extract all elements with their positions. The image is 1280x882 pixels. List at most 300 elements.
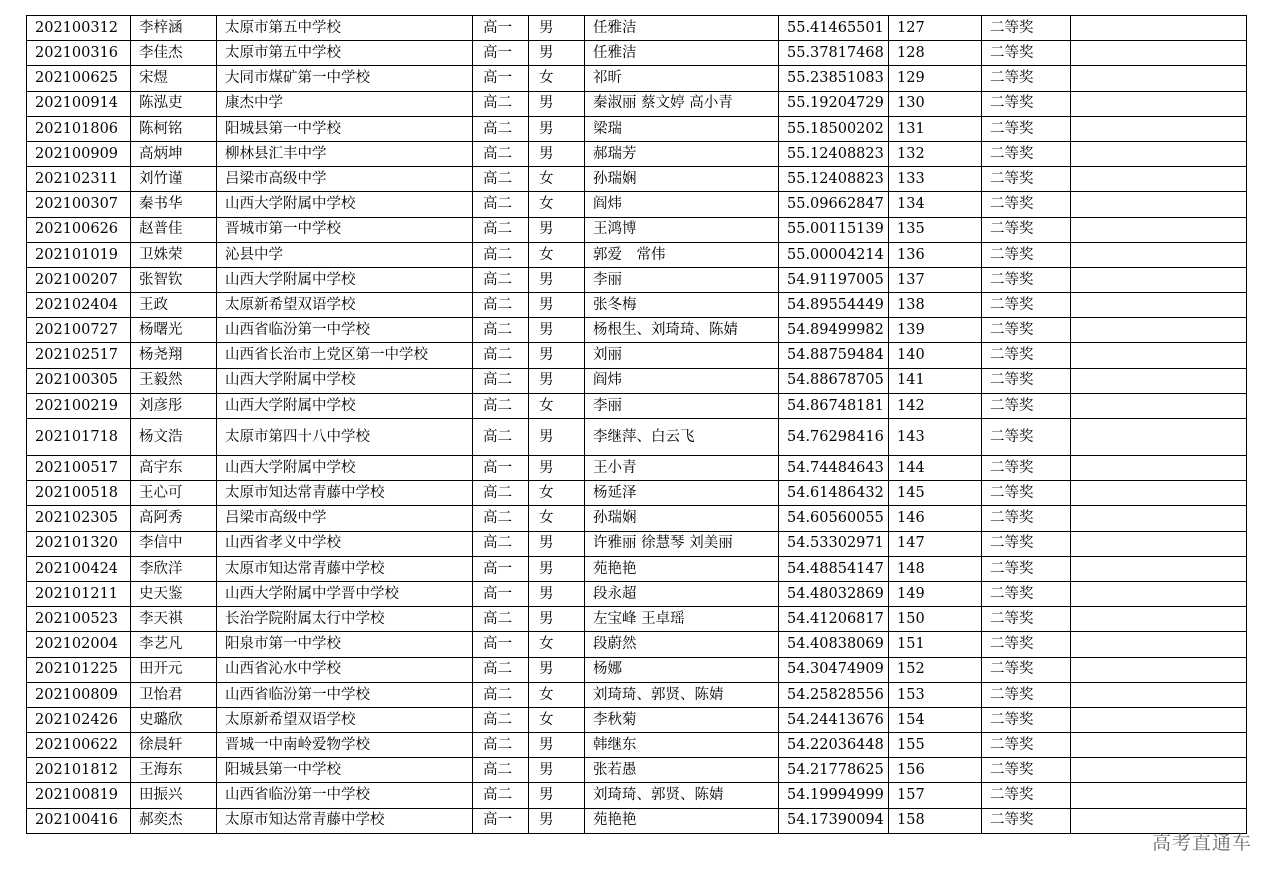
gender-cell: 女 <box>529 707 585 732</box>
school-cell: 太原市第五中学校 <box>217 16 473 41</box>
student-name-cell: 李信中 <box>131 531 217 556</box>
award-cell: 二等奖 <box>982 318 1071 343</box>
score-cell: 54.61486432 <box>779 481 889 506</box>
teacher-cell: 秦淑丽 蔡文婷 高小青 <box>585 91 779 116</box>
teacher-cell: 王小青 <box>585 456 779 481</box>
table-row <box>27 393 1247 418</box>
note-cell <box>1071 758 1247 783</box>
grade-cell: 高一 <box>473 16 529 41</box>
gender-cell: 男 <box>529 657 585 682</box>
rank-cell: 131 <box>889 116 982 141</box>
student-name-cell: 田开元 <box>131 657 217 682</box>
student-id-cell: 202100727 <box>27 318 131 343</box>
student-id-cell: 202100316 <box>27 41 131 66</box>
table-row <box>27 141 1247 166</box>
gender-cell: 男 <box>529 343 585 368</box>
student-name-cell: 杨尧翔 <box>131 343 217 368</box>
school-cell: 柳林县汇丰中学 <box>217 141 473 166</box>
student-id-cell: 202100424 <box>27 556 131 581</box>
gender-cell: 男 <box>529 16 585 41</box>
student-id-cell: 202101812 <box>27 758 131 783</box>
teacher-cell: 刘琦琦、郭贤、陈婧 <box>585 682 779 707</box>
table-row <box>27 368 1247 393</box>
school-cell: 太原市知达常青藤中学校 <box>217 808 473 833</box>
rank-cell: 153 <box>889 682 982 707</box>
award-cell: 二等奖 <box>982 141 1071 166</box>
rank-cell: 142 <box>889 393 982 418</box>
student-id-cell: 202101019 <box>27 242 131 267</box>
rank-cell: 129 <box>889 66 982 91</box>
score-cell: 54.30474909 <box>779 657 889 682</box>
table-row <box>27 41 1247 66</box>
grade-cell: 高二 <box>473 758 529 783</box>
gender-cell: 女 <box>529 167 585 192</box>
grade-cell: 高一 <box>473 41 529 66</box>
table-row <box>27 242 1247 267</box>
award-cell: 二等奖 <box>982 783 1071 808</box>
student-name-cell: 宋煜 <box>131 66 217 91</box>
student-name-cell: 王政 <box>131 293 217 318</box>
student-name-cell: 刘彦彤 <box>131 393 217 418</box>
school-cell: 山西大学附属中学校 <box>217 393 473 418</box>
score-cell: 55.41465501 <box>779 16 889 41</box>
student-name-cell: 高炳坤 <box>131 141 217 166</box>
rank-cell: 151 <box>889 632 982 657</box>
teacher-cell: 张冬梅 <box>585 293 779 318</box>
grade-cell: 高二 <box>473 506 529 531</box>
table-row <box>27 556 1247 581</box>
note-cell <box>1071 783 1247 808</box>
grade-cell: 高一 <box>473 581 529 606</box>
score-cell: 54.21778625 <box>779 758 889 783</box>
student-name-cell: 张智钦 <box>131 267 217 292</box>
score-cell: 54.25828556 <box>779 682 889 707</box>
gender-cell: 男 <box>529 41 585 66</box>
rank-cell: 134 <box>889 192 982 217</box>
rank-cell: 149 <box>889 581 982 606</box>
school-cell: 山西省孝义中学校 <box>217 531 473 556</box>
gender-cell: 男 <box>529 556 585 581</box>
note-cell <box>1071 167 1247 192</box>
score-cell: 54.76298416 <box>779 419 889 456</box>
award-cell: 二等奖 <box>982 419 1071 456</box>
student-name-cell: 李欣洋 <box>131 556 217 581</box>
grade-cell: 高二 <box>473 682 529 707</box>
grade-cell: 高一 <box>473 456 529 481</box>
student-name-cell: 王心可 <box>131 481 217 506</box>
grade-cell: 高二 <box>473 242 529 267</box>
score-cell: 55.19204729 <box>779 91 889 116</box>
score-cell: 55.00004214 <box>779 242 889 267</box>
grade-cell: 高二 <box>473 217 529 242</box>
table-row <box>27 657 1247 682</box>
teacher-cell: 段永超 <box>585 581 779 606</box>
gender-cell: 男 <box>529 91 585 116</box>
score-cell: 55.37817468 <box>779 41 889 66</box>
student-name-cell: 郝奕杰 <box>131 808 217 833</box>
student-name-cell: 李天祺 <box>131 607 217 632</box>
student-id-cell: 202101718 <box>27 419 131 456</box>
rank-cell: 130 <box>889 91 982 116</box>
school-cell: 吕梁市高级中学 <box>217 506 473 531</box>
results-table <box>26 15 1247 834</box>
award-cell: 二等奖 <box>982 217 1071 242</box>
school-cell: 山西省临汾第一中学校 <box>217 783 473 808</box>
gender-cell: 女 <box>529 242 585 267</box>
student-name-cell: 田振兴 <box>131 783 217 808</box>
school-cell: 太原新希望双语学校 <box>217 293 473 318</box>
table-row <box>27 343 1247 368</box>
score-cell: 54.53302971 <box>779 531 889 556</box>
award-cell: 二等奖 <box>982 733 1071 758</box>
teacher-cell: 许雅丽 徐慧琴 刘美丽 <box>585 531 779 556</box>
teacher-cell: 杨根生、刘琦琦、陈婧 <box>585 318 779 343</box>
rank-cell: 154 <box>889 707 982 732</box>
school-cell: 山西大学附属中学校 <box>217 192 473 217</box>
note-cell <box>1071 41 1247 66</box>
grade-cell: 高二 <box>473 267 529 292</box>
award-cell: 二等奖 <box>982 481 1071 506</box>
note-cell <box>1071 141 1247 166</box>
table-row <box>27 456 1247 481</box>
table-row <box>27 66 1247 91</box>
rank-cell: 146 <box>889 506 982 531</box>
award-cell: 二等奖 <box>982 657 1071 682</box>
rank-cell: 139 <box>889 318 982 343</box>
gender-cell: 男 <box>529 267 585 292</box>
award-cell: 二等奖 <box>982 192 1071 217</box>
teacher-cell: 孙瑞娴 <box>585 506 779 531</box>
note-cell <box>1071 481 1247 506</box>
score-cell: 54.89554449 <box>779 293 889 318</box>
score-cell: 54.17390094 <box>779 808 889 833</box>
grade-cell: 高二 <box>473 167 529 192</box>
award-cell: 二等奖 <box>982 343 1071 368</box>
gender-cell: 女 <box>529 506 585 531</box>
score-cell: 54.89499982 <box>779 318 889 343</box>
student-id-cell: 202100307 <box>27 192 131 217</box>
note-cell <box>1071 318 1247 343</box>
student-name-cell: 卫姝荣 <box>131 242 217 267</box>
gender-cell: 男 <box>529 318 585 343</box>
teacher-cell: 刘丽 <box>585 343 779 368</box>
student-id-cell: 202102517 <box>27 343 131 368</box>
student-id-cell: 202100305 <box>27 368 131 393</box>
school-cell: 大同市煤矿第一中学校 <box>217 66 473 91</box>
student-id-cell: 202100312 <box>27 16 131 41</box>
gender-cell: 女 <box>529 393 585 418</box>
note-cell <box>1071 607 1247 632</box>
school-cell: 晋城一中南岭爱物学校 <box>217 733 473 758</box>
teacher-cell: 祁昕 <box>585 66 779 91</box>
rank-cell: 127 <box>889 16 982 41</box>
student-name-cell: 史天鉴 <box>131 581 217 606</box>
award-cell: 二等奖 <box>982 682 1071 707</box>
school-cell: 太原市知达常青藤中学校 <box>217 556 473 581</box>
student-name-cell: 卫怡君 <box>131 682 217 707</box>
student-id-cell: 202101211 <box>27 581 131 606</box>
teacher-cell: 李丽 <box>585 267 779 292</box>
table-row <box>27 419 1247 456</box>
rank-cell: 137 <box>889 267 982 292</box>
award-cell: 二等奖 <box>982 607 1071 632</box>
rank-cell: 156 <box>889 758 982 783</box>
grade-cell: 高二 <box>473 393 529 418</box>
score-cell: 54.60560055 <box>779 506 889 531</box>
rank-cell: 143 <box>889 419 982 456</box>
table-row <box>27 267 1247 292</box>
school-cell: 太原市第五中学校 <box>217 41 473 66</box>
student-id-cell: 202102004 <box>27 632 131 657</box>
note-cell <box>1071 192 1247 217</box>
school-cell: 山西省沁水中学校 <box>217 657 473 682</box>
rank-cell: 138 <box>889 293 982 318</box>
school-cell: 山西大学附属中学校 <box>217 456 473 481</box>
gender-cell: 男 <box>529 607 585 632</box>
gender-cell: 男 <box>529 758 585 783</box>
award-cell: 二等奖 <box>982 41 1071 66</box>
note-cell <box>1071 242 1247 267</box>
table-row <box>27 506 1247 531</box>
score-cell: 54.88759484 <box>779 343 889 368</box>
school-cell: 山西省临汾第一中学校 <box>217 318 473 343</box>
rank-cell: 152 <box>889 657 982 682</box>
grade-cell: 高一 <box>473 556 529 581</box>
award-cell: 二等奖 <box>982 368 1071 393</box>
rank-cell: 140 <box>889 343 982 368</box>
gender-cell: 男 <box>529 116 585 141</box>
student-id-cell: 202101806 <box>27 116 131 141</box>
table-row <box>27 167 1247 192</box>
gender-cell: 女 <box>529 192 585 217</box>
rank-cell: 147 <box>889 531 982 556</box>
score-cell: 54.74484643 <box>779 456 889 481</box>
school-cell: 阳城县第一中学校 <box>217 116 473 141</box>
score-cell: 55.00115139 <box>779 217 889 242</box>
student-id-cell: 202100625 <box>27 66 131 91</box>
note-cell <box>1071 393 1247 418</box>
gender-cell: 男 <box>529 531 585 556</box>
student-name-cell: 史璐欣 <box>131 707 217 732</box>
award-cell: 二等奖 <box>982 293 1071 318</box>
table-row <box>27 16 1247 41</box>
note-cell <box>1071 116 1247 141</box>
gender-cell: 男 <box>529 141 585 166</box>
teacher-cell: 任雅洁 <box>585 41 779 66</box>
school-cell: 晋城市第一中学校 <box>217 217 473 242</box>
rank-cell: 132 <box>889 141 982 166</box>
student-id-cell: 202101225 <box>27 657 131 682</box>
grade-cell: 高二 <box>473 368 529 393</box>
grade-cell: 高一 <box>473 808 529 833</box>
gender-cell: 男 <box>529 456 585 481</box>
student-name-cell: 王海东 <box>131 758 217 783</box>
student-id-cell: 202102311 <box>27 167 131 192</box>
school-cell: 太原市知达常青藤中学校 <box>217 481 473 506</box>
rank-cell: 150 <box>889 607 982 632</box>
gender-cell: 男 <box>529 783 585 808</box>
results-table-body <box>27 16 1247 834</box>
gender-cell: 女 <box>529 632 585 657</box>
award-cell: 二等奖 <box>982 116 1071 141</box>
student-id-cell: 202100909 <box>27 141 131 166</box>
score-cell: 54.48854147 <box>779 556 889 581</box>
rank-cell: 141 <box>889 368 982 393</box>
teacher-cell: 张若愚 <box>585 758 779 783</box>
grade-cell: 高二 <box>473 141 529 166</box>
award-cell: 二等奖 <box>982 707 1071 732</box>
award-cell: 二等奖 <box>982 632 1071 657</box>
student-id-cell: 202102305 <box>27 506 131 531</box>
award-cell: 二等奖 <box>982 758 1071 783</box>
student-name-cell: 高宇东 <box>131 456 217 481</box>
award-cell: 二等奖 <box>982 66 1071 91</box>
note-cell <box>1071 733 1247 758</box>
gender-cell: 女 <box>529 481 585 506</box>
score-cell: 54.22036448 <box>779 733 889 758</box>
award-cell: 二等奖 <box>982 506 1071 531</box>
grade-cell: 高二 <box>473 783 529 808</box>
note-cell <box>1071 293 1247 318</box>
student-name-cell: 陈柯铭 <box>131 116 217 141</box>
table-row <box>27 707 1247 732</box>
score-cell: 54.41206817 <box>779 607 889 632</box>
score-cell: 54.86748181 <box>779 393 889 418</box>
table-row <box>27 116 1247 141</box>
score-cell: 54.88678705 <box>779 368 889 393</box>
student-name-cell: 李梓涵 <box>131 16 217 41</box>
gender-cell: 男 <box>529 419 585 456</box>
award-cell: 二等奖 <box>982 581 1071 606</box>
award-cell: 二等奖 <box>982 556 1071 581</box>
rank-cell: 155 <box>889 733 982 758</box>
student-name-cell: 陈泓吏 <box>131 91 217 116</box>
score-cell: 55.09662847 <box>779 192 889 217</box>
teacher-cell: 任雅洁 <box>585 16 779 41</box>
teacher-cell: 李秋菊 <box>585 707 779 732</box>
award-cell: 二等奖 <box>982 393 1071 418</box>
teacher-cell: 段蔚然 <box>585 632 779 657</box>
rank-cell: 133 <box>889 167 982 192</box>
student-id-cell: 202102426 <box>27 707 131 732</box>
gender-cell: 男 <box>529 733 585 758</box>
teacher-cell: 李丽 <box>585 393 779 418</box>
table-row <box>27 808 1247 833</box>
student-id-cell: 202100517 <box>27 456 131 481</box>
table-row <box>27 293 1247 318</box>
teacher-cell: 刘琦琦、郭贤、陈婧 <box>585 783 779 808</box>
score-cell: 54.91197005 <box>779 267 889 292</box>
gender-cell: 女 <box>529 66 585 91</box>
gender-cell: 男 <box>529 293 585 318</box>
award-cell: 二等奖 <box>982 91 1071 116</box>
score-cell: 55.18500202 <box>779 116 889 141</box>
grade-cell: 高二 <box>473 293 529 318</box>
watermark: 高考直通车 <box>1151 832 1252 854</box>
grade-cell: 高二 <box>473 707 529 732</box>
student-name-cell: 徐晨轩 <box>131 733 217 758</box>
student-name-cell: 李艺凡 <box>131 632 217 657</box>
teacher-cell: 梁瑞 <box>585 116 779 141</box>
student-name-cell: 王毅然 <box>131 368 217 393</box>
note-cell <box>1071 267 1247 292</box>
gender-cell: 男 <box>529 217 585 242</box>
rank-cell: 128 <box>889 41 982 66</box>
note-cell <box>1071 217 1247 242</box>
rank-cell: 145 <box>889 481 982 506</box>
grade-cell: 高一 <box>473 632 529 657</box>
grade-cell: 高二 <box>473 91 529 116</box>
teacher-cell: 郭爱 常伟 <box>585 242 779 267</box>
teacher-cell: 左宝峰 王卓瑶 <box>585 607 779 632</box>
school-cell: 山西大学附属中学校 <box>217 267 473 292</box>
student-id-cell: 202100626 <box>27 217 131 242</box>
student-id-cell: 202100518 <box>27 481 131 506</box>
note-cell <box>1071 531 1247 556</box>
table-row <box>27 733 1247 758</box>
teacher-cell: 苑艳艳 <box>585 556 779 581</box>
award-cell: 二等奖 <box>982 808 1071 833</box>
table-row <box>27 318 1247 343</box>
table-row <box>27 481 1247 506</box>
rank-cell: 157 <box>889 783 982 808</box>
table-row <box>27 783 1247 808</box>
grade-cell: 高二 <box>473 419 529 456</box>
school-cell: 长治学院附属太行中学校 <box>217 607 473 632</box>
score-cell: 55.23851083 <box>779 66 889 91</box>
gender-cell: 女 <box>529 682 585 707</box>
student-name-cell: 李佳杰 <box>131 41 217 66</box>
grade-cell: 高二 <box>473 192 529 217</box>
grade-cell: 高二 <box>473 318 529 343</box>
school-cell: 沁县中学 <box>217 242 473 267</box>
note-cell <box>1071 91 1247 116</box>
school-cell: 山西省临汾第一中学校 <box>217 682 473 707</box>
teacher-cell: 韩继东 <box>585 733 779 758</box>
school-cell: 阳城县第一中学校 <box>217 758 473 783</box>
table-row <box>27 607 1247 632</box>
student-id-cell: 202100914 <box>27 91 131 116</box>
school-cell: 山西大学附属中学校 <box>217 368 473 393</box>
award-cell: 二等奖 <box>982 167 1071 192</box>
school-cell: 吕梁市高级中学 <box>217 167 473 192</box>
grade-cell: 高二 <box>473 343 529 368</box>
school-cell: 山西省长治市上党区第一中学校 <box>217 343 473 368</box>
table-row <box>27 581 1247 606</box>
student-name-cell: 秦书华 <box>131 192 217 217</box>
school-cell: 山西大学附属中学晋中学校 <box>217 581 473 606</box>
school-cell: 阳泉市第一中学校 <box>217 632 473 657</box>
note-cell <box>1071 581 1247 606</box>
note-cell <box>1071 343 1247 368</box>
teacher-cell: 阎炜 <box>585 192 779 217</box>
student-name-cell: 高阿秀 <box>131 506 217 531</box>
note-cell <box>1071 682 1247 707</box>
note-cell <box>1071 632 1247 657</box>
student-id-cell: 202100819 <box>27 783 131 808</box>
table-row <box>27 531 1247 556</box>
teacher-cell: 杨娜 <box>585 657 779 682</box>
student-id-cell: 202101320 <box>27 531 131 556</box>
gender-cell: 男 <box>529 581 585 606</box>
teacher-cell: 杨延泽 <box>585 481 779 506</box>
note-cell <box>1071 368 1247 393</box>
student-id-cell: 202100416 <box>27 808 131 833</box>
note-cell <box>1071 506 1247 531</box>
grade-cell: 高一 <box>473 66 529 91</box>
student-id-cell: 202100207 <box>27 267 131 292</box>
teacher-cell: 王鸿博 <box>585 217 779 242</box>
